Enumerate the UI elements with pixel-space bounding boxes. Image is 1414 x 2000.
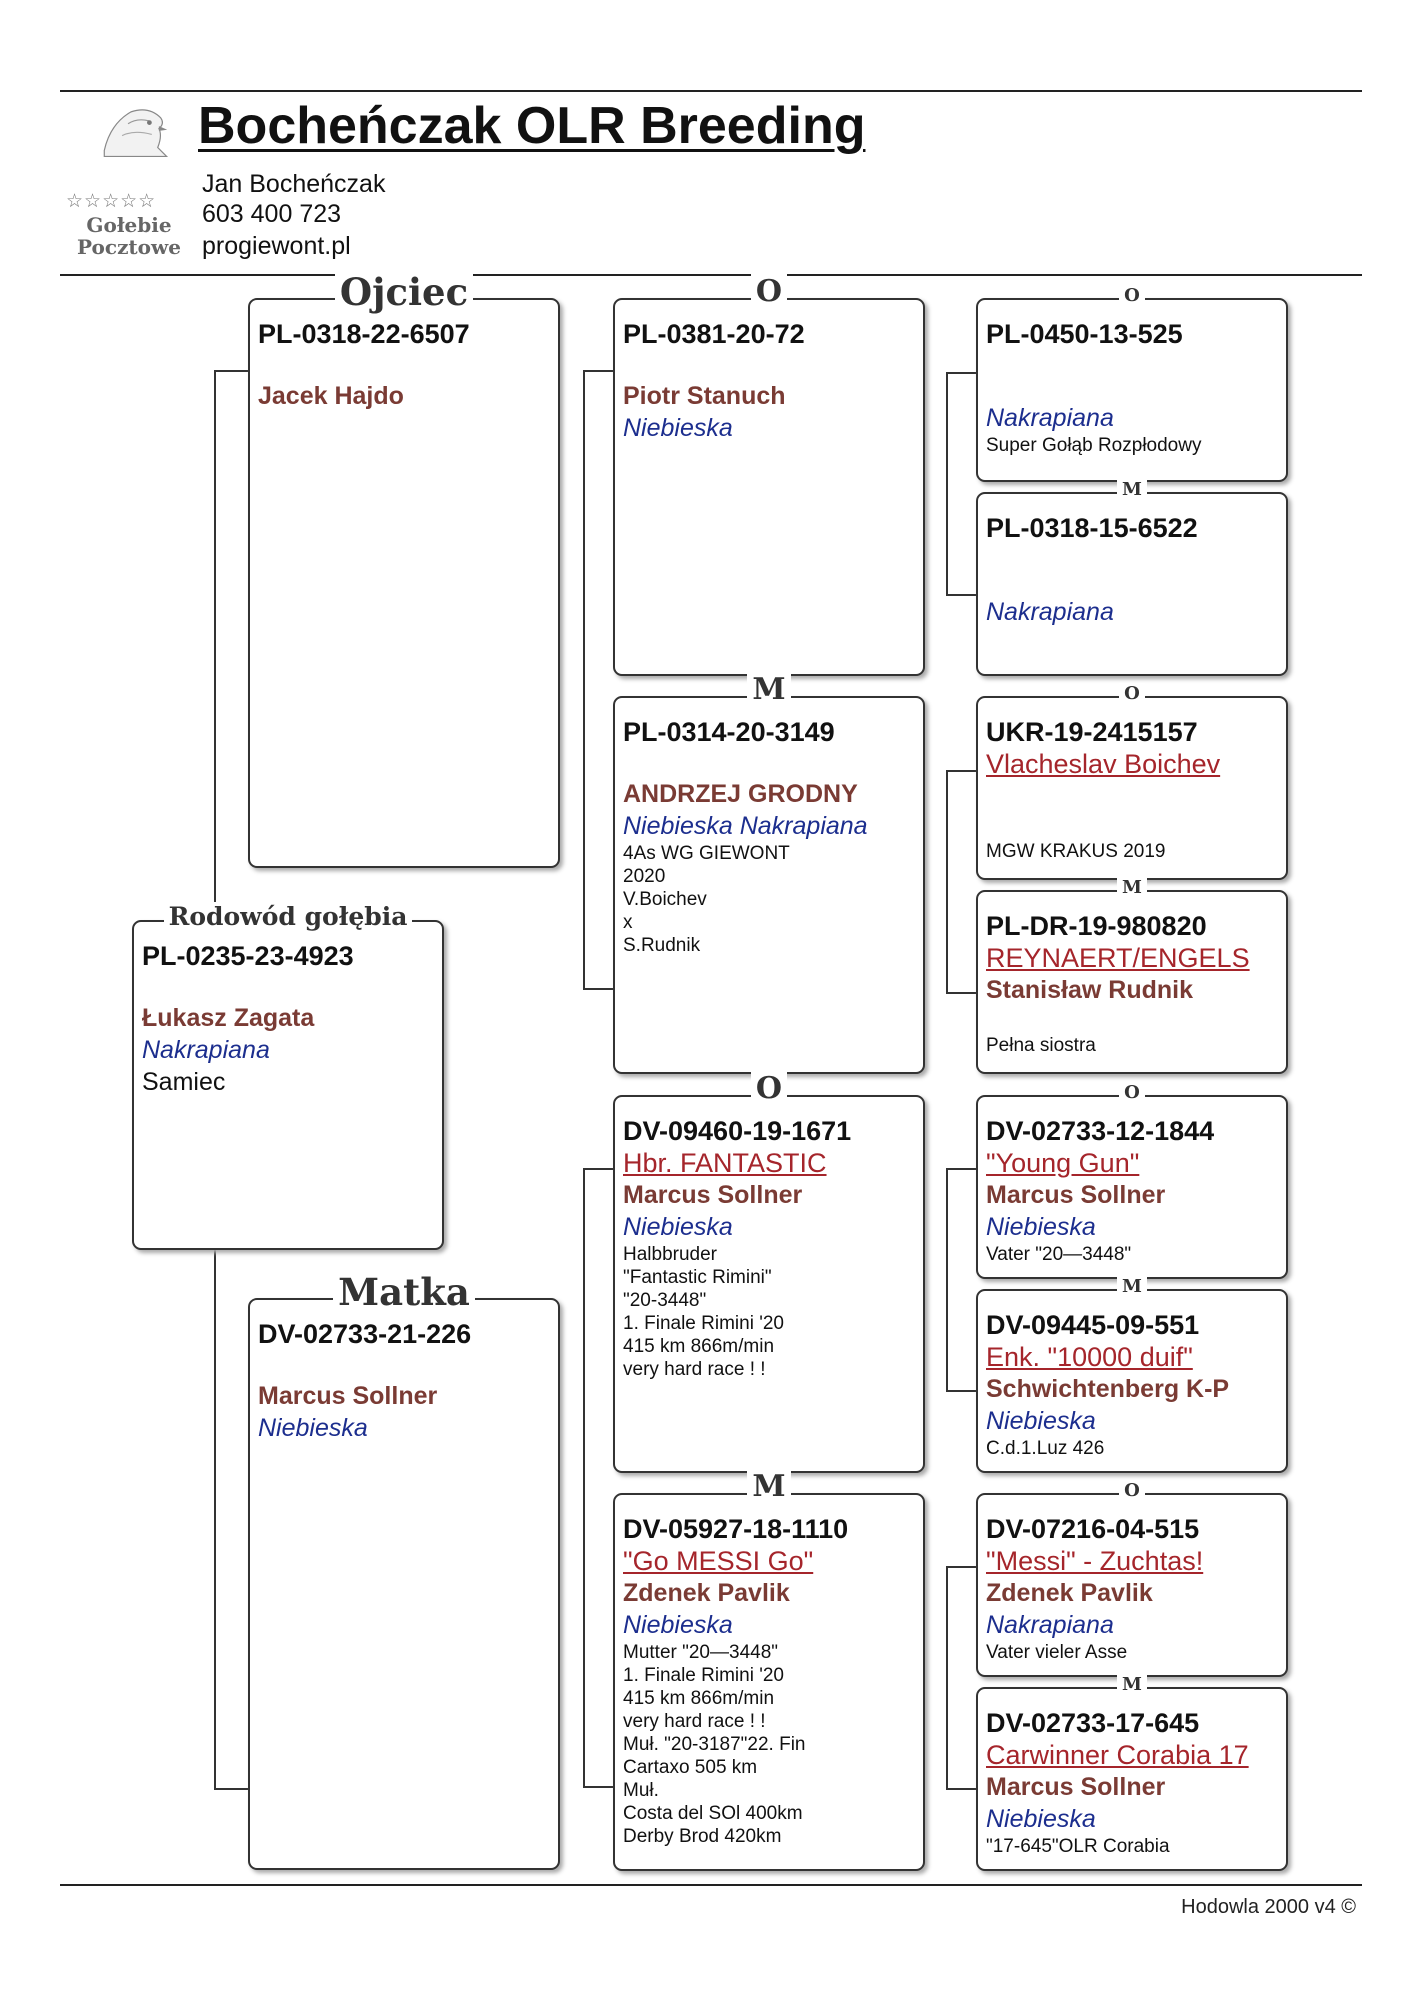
subject-box[interactable]	[132, 902, 444, 1250]
mfm-box[interactable]	[976, 1276, 1288, 1473]
mf-box[interactable]	[613, 1071, 925, 1473]
owner-phone: 603 400 723	[202, 200, 342, 228]
fmm-box[interactable]	[976, 877, 1288, 1074]
mmm-name: Carwinner Corabia 17	[986, 1740, 1249, 1770]
mmf-color: Nakrapiana	[986, 1611, 1114, 1639]
mff-note: Vater "20—3448"	[986, 1244, 1132, 1265]
ff-label: O	[751, 274, 787, 309]
mf-color: Niebieska	[623, 1213, 733, 1241]
page-title: Bocheńczak OLR Breeding	[198, 97, 866, 155]
mff-ring: DV-02733-12-1844	[986, 1116, 1215, 1146]
connector-fm-parents	[946, 770, 976, 994]
mmm-ring: DV-02733-17-645	[986, 1708, 1200, 1738]
mmf-name: "Messi" - Zuchtas!	[986, 1546, 1204, 1576]
logo-stars: ☆☆☆☆☆	[66, 190, 157, 212]
mff-name: "Young Gun"	[986, 1148, 1140, 1178]
mmf-label: O	[1119, 1480, 1145, 1501]
fm-note: 4As WG GIEWONT 2020 V.Boichev x S.Rudnik	[623, 843, 790, 956]
mmm-breeder: Marcus Sollner	[986, 1773, 1166, 1801]
fff-color: Nakrapiana	[986, 404, 1114, 432]
fmf-box[interactable]	[976, 683, 1288, 880]
ffm-label: M	[1117, 479, 1147, 500]
mm-note: Mutter "20—3448" 1. Finale Rimini '20 415 km 866m/min very hard race ! ! Muł. "20-3187"22. Fin Cartaxo 505 km Muł. Costa del SOl 400km Derby Brod 420km	[623, 1642, 806, 1847]
mm-box[interactable]	[613, 1469, 925, 1871]
mmm-note: "17-645"OLR Corabia	[986, 1836, 1170, 1857]
mfm-color: Niebieska	[986, 1407, 1096, 1435]
fmf-note: MGW KRAKUS 2019	[986, 841, 1166, 862]
logo-text: Gołebie Pocztowe	[77, 213, 181, 259]
subject-breeder: Łukasz Zagata	[142, 1004, 315, 1032]
ffm-box[interactable]	[976, 479, 1288, 676]
mm-name: "Go MESSI Go"	[623, 1546, 814, 1576]
mff-label: O	[1119, 1082, 1145, 1103]
fmf-label: O	[1119, 683, 1145, 704]
father-ring: PL-0318-22-6507	[258, 319, 470, 349]
fmm-name: REYNAERT/ENGELS	[986, 943, 1250, 973]
mf-ring: DV-09460-19-1671	[623, 1116, 852, 1146]
ff-breeder: Piotr Stanuch	[623, 382, 786, 410]
mother-ring: DV-02733-21-226	[258, 1319, 472, 1349]
footer-credit: Hodowla 2000 v4 ©	[1181, 1896, 1356, 1918]
mmm-color: Niebieska	[986, 1805, 1096, 1833]
mm-breeder: Zdenek Pavlik	[623, 1579, 790, 1607]
mfm-note: C.d.1.Luz 426	[986, 1438, 1105, 1459]
ff-box[interactable]	[613, 274, 925, 676]
owner-name: Jan Bocheńczak	[202, 170, 386, 198]
father-breeder: Jacek Hajdo	[258, 382, 404, 410]
mff-breeder: Marcus Sollner	[986, 1181, 1166, 1209]
mmf-box[interactable]	[976, 1480, 1288, 1677]
fff-label: O	[1119, 285, 1145, 306]
connector-mm-parents	[946, 1566, 976, 1790]
fff-ring: PL-0450-13-525	[986, 319, 1183, 349]
ff-color: Niebieska	[623, 414, 733, 442]
mmf-ring: DV-07216-04-515	[986, 1514, 1200, 1544]
mfm-ring: DV-09445-09-551	[986, 1310, 1200, 1340]
mff-box[interactable]	[976, 1082, 1288, 1279]
fmf-ring: UKR-19-2415157	[986, 717, 1198, 747]
ffm-color: Nakrapiana	[986, 598, 1114, 626]
connector-mother-grandparents	[583, 1168, 613, 1788]
mother-color: Niebieska	[258, 1414, 368, 1442]
owner-website: progiewont.pl	[202, 232, 351, 260]
mmf-breeder: Zdenek Pavlik	[986, 1579, 1153, 1607]
mmm-label: M	[1117, 1674, 1147, 1695]
fmm-note: Pełna siostra	[986, 1035, 1096, 1056]
connector-father-grandparents	[583, 370, 613, 990]
fmm-label: M	[1117, 877, 1147, 898]
fm-breeder: ANDRZEJ GRODNY	[623, 780, 858, 808]
mm-label: M	[747, 1469, 790, 1504]
subject-label: Rodowód gołębia	[164, 902, 413, 931]
fm-label: M	[747, 672, 790, 707]
fff-note: Super Gołąb Rozpłodowy	[986, 435, 1202, 456]
mmm-box[interactable]	[976, 1674, 1288, 1871]
mf-note: Halbbruder "Fantastic Rimini" "20-3448" 1. Finale Rimini '20 415 km 866m/min very hard race ! !	[623, 1244, 784, 1380]
pigeon-logo-icon	[66, 100, 196, 195]
subject-sex: Samiec	[142, 1068, 226, 1096]
fm-ring: PL-0314-20-3149	[623, 717, 835, 747]
mfm-breeder: Schwichtenberg K-P	[986, 1375, 1230, 1403]
connector-mf-parents	[946, 1168, 976, 1392]
ff-ring: PL-0381-20-72	[623, 319, 805, 349]
mf-breeder: Marcus Sollner	[623, 1181, 803, 1209]
mother-box[interactable]	[248, 1270, 560, 1870]
mff-color: Niebieska	[986, 1213, 1096, 1241]
subject-ring: PL-0235-23-4923	[142, 941, 354, 971]
father-box[interactable]	[248, 270, 560, 868]
connector-ff-parents	[946, 372, 976, 596]
father-label: Ojciec	[335, 270, 473, 314]
mfm-label: M	[1117, 1276, 1147, 1297]
fmf-name: Vlacheslav Boichev	[986, 749, 1221, 779]
top-rule	[60, 90, 1362, 92]
fmm-ring: PL-DR-19-980820	[986, 911, 1207, 941]
mm-ring: DV-05927-18-1110	[623, 1514, 849, 1544]
mother-label: Matka	[333, 1270, 475, 1314]
ffm-ring: PL-0318-15-6522	[986, 513, 1198, 543]
mfm-name: Enk. "10000 duif"	[986, 1342, 1193, 1372]
header-rule	[60, 274, 1362, 276]
fmm-breeder: Stanisław Rudnik	[986, 976, 1193, 1004]
mother-breeder: Marcus Sollner	[258, 1382, 438, 1410]
mf-label: O	[751, 1071, 787, 1106]
mm-color: Niebieska	[623, 1611, 733, 1639]
mmf-note: Vater vieler Asse	[986, 1642, 1128, 1663]
fff-box[interactable]	[976, 285, 1288, 482]
fm-box[interactable]	[613, 672, 925, 1074]
fm-color: Niebieska Nakrapiana	[623, 812, 868, 840]
subject-color: Nakrapiana	[142, 1036, 270, 1064]
footer-rule	[60, 1884, 1362, 1886]
mf-name: Hbr. FANTASTIC	[623, 1148, 827, 1178]
